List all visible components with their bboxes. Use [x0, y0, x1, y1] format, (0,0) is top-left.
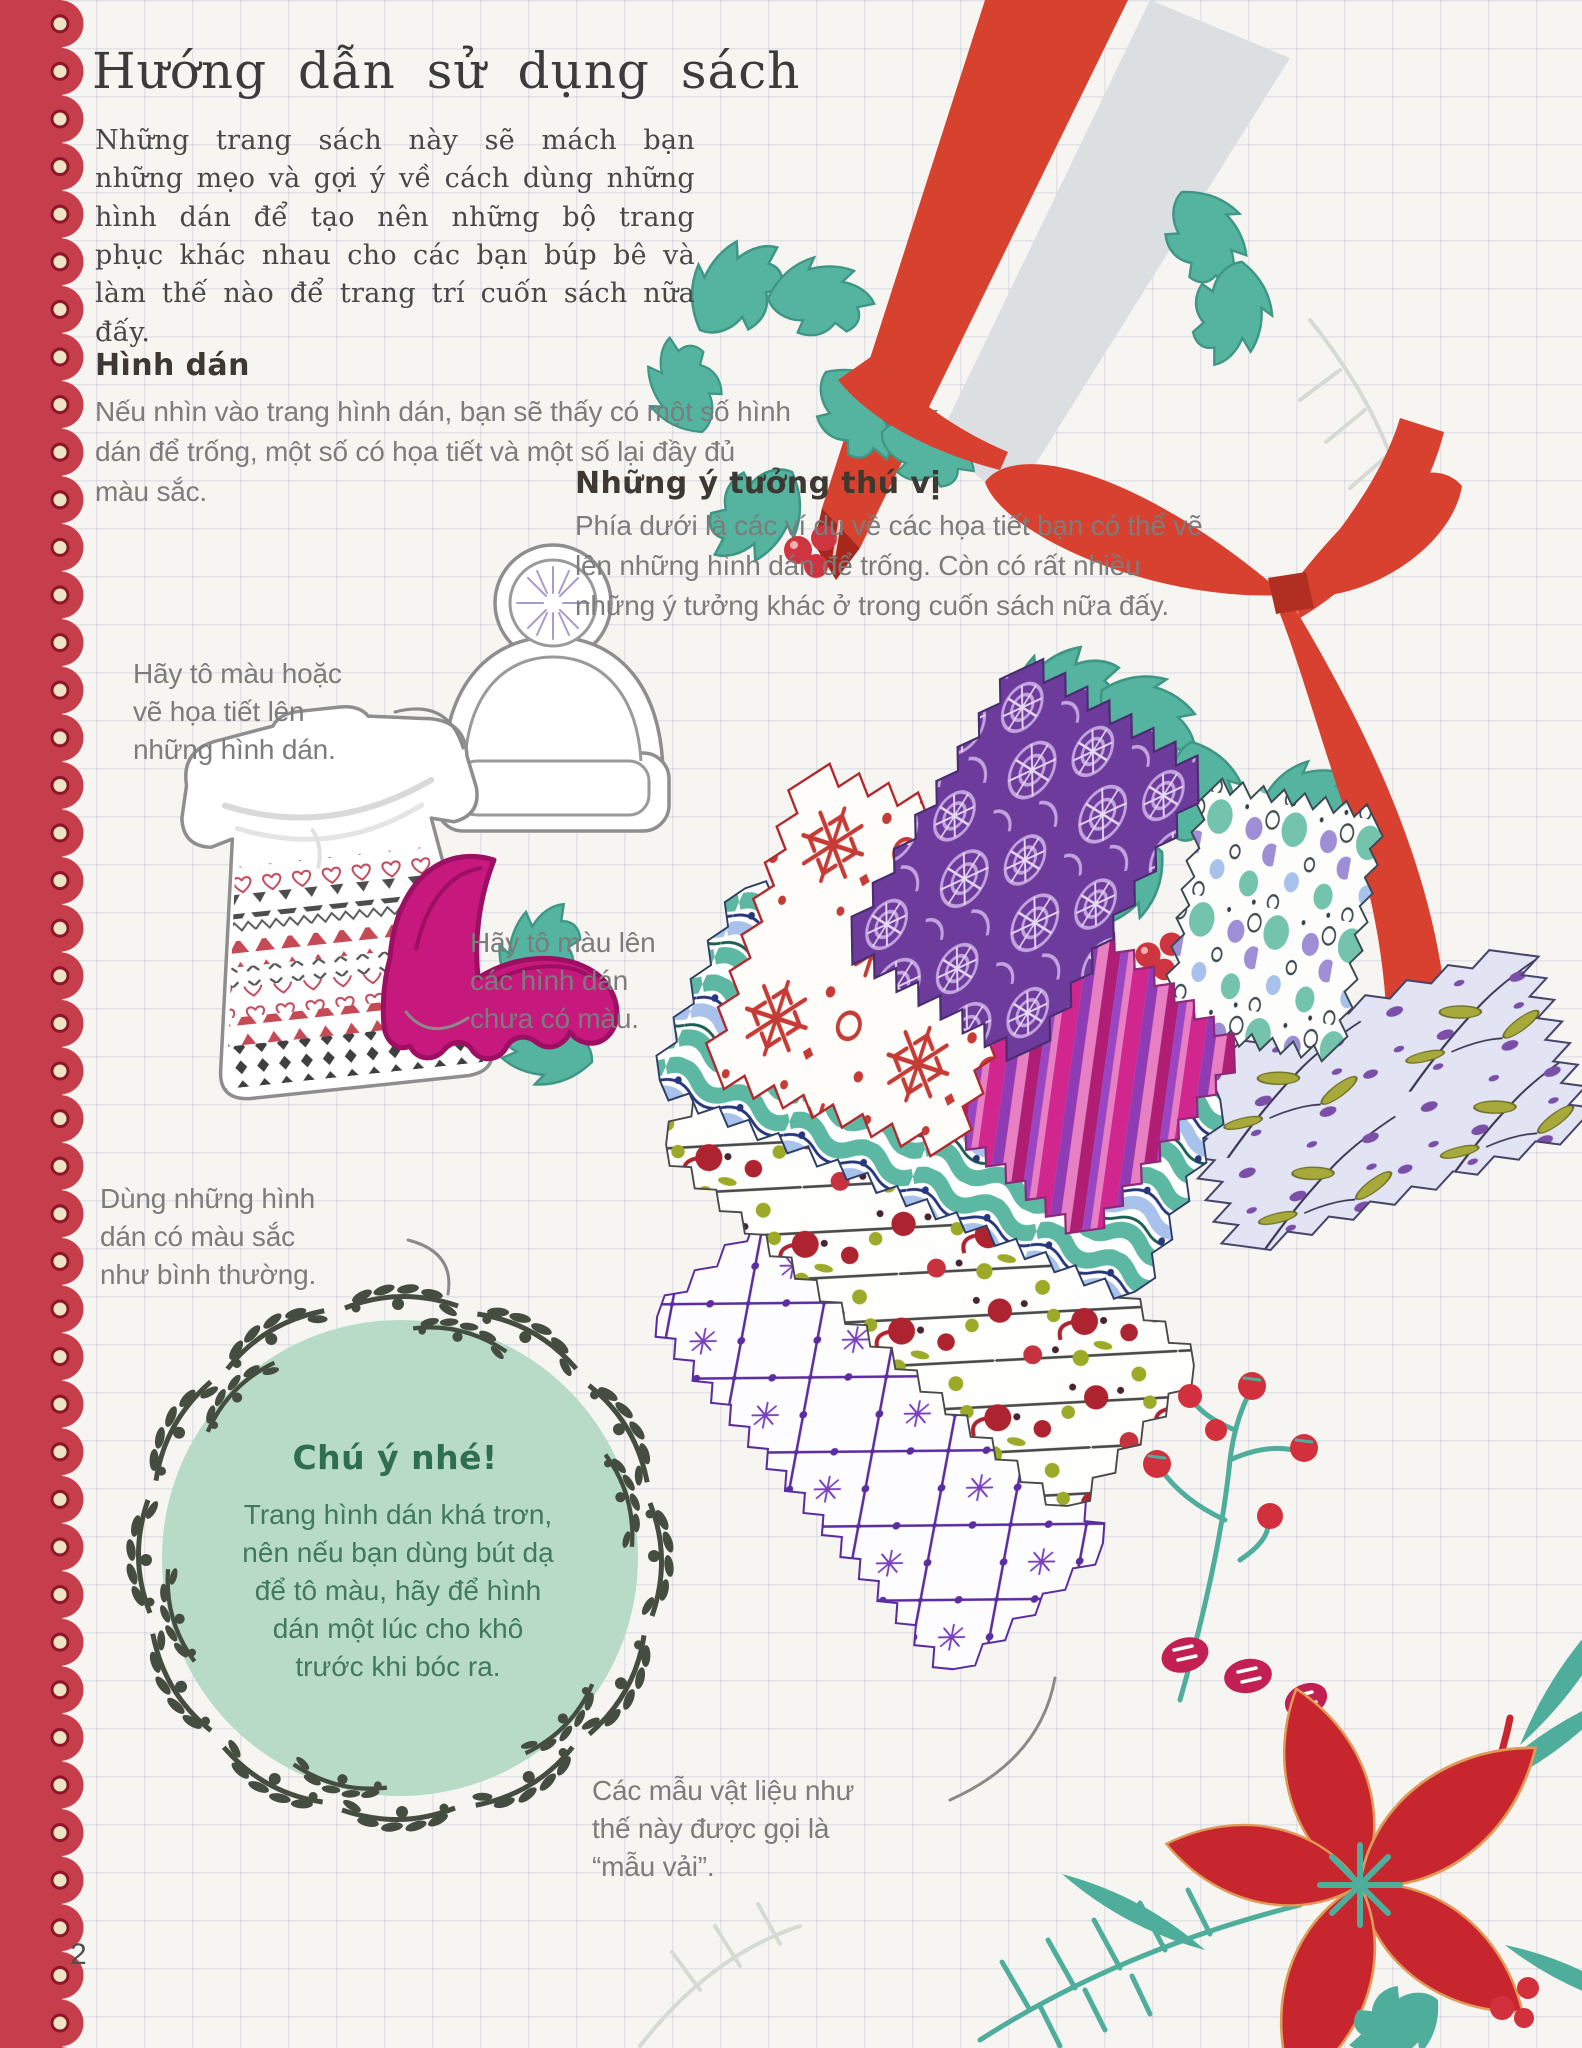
page-title: Hướng dẫn sử dụng sách [92, 42, 801, 100]
caption-color-or-draw: Hãy tô màu hoặc vẽ họa tiết lên những hình dán. [133, 658, 342, 766]
caption-color-blank: Hãy tô màu lên các hình dán chưa có màu. [470, 927, 656, 1035]
section-heading-ideas: Những ý tưởng thú vị [575, 466, 942, 501]
note-heading: Chú ý nhé! [292, 1438, 498, 1477]
note-body: Trang hình dán khá trơn, nên nếu bạn dùng bút dạ để tô màu, hãy để hình dán một lúc cho khô trước khi bóc ra. [242, 1499, 554, 1683]
berry-sprig-illustration [1143, 1372, 1333, 1724]
section-body-stickers: Nếu nhìn vào trang hình dán, bạn sẽ thấy có một số hình dán để trống, một số có họa tiết và một số lại đầy đủ màu sắc. [95, 396, 791, 507]
section-body-ideas: Phía dưới là các ví dụ về các họa tiết bạn có thể vẽ lên những hình dán để trống. Còn có rất nhiều những ý tưởng khác ở trong cuốn sách nữa đấy. [575, 510, 1203, 621]
caption-fabric-swatches: Các mẫu vật liệu như thế này được gọi là “mẫu vải”. [592, 1775, 855, 1883]
intro-paragraph: Những trang sách này sẽ mách bạn những mẹo và gợi ý về cách dùng những hình dán để tạo nên những bộ trang phục khác nhau cho các bạn búp bê và làm thế nào để trang trí cuốn sách nữa đấy. [95, 125, 695, 348]
fabric-swatches [639, 645, 1582, 1687]
connector-fabric-swatches [950, 1678, 1055, 1800]
section-heading-stickers: Hình dán [95, 348, 250, 383]
poinsettia-illustration [980, 1586, 1582, 2048]
ribbon-knot [1268, 572, 1314, 614]
page-number: 2 [70, 1938, 87, 1971]
scalloped-border [0, 0, 92, 2048]
poinsettia-center [1320, 1845, 1400, 1925]
caption-use-colored: Dùng những hình dán có màu sắc như bình thường. [100, 1183, 317, 1291]
